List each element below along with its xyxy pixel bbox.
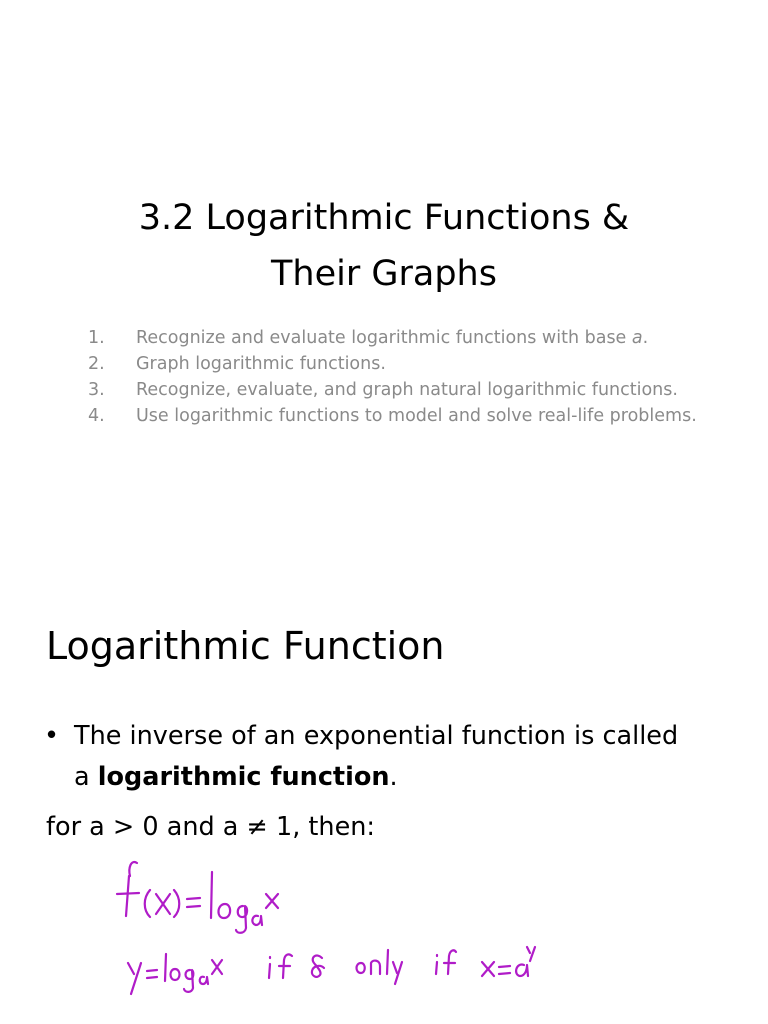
slide-title-line-1: 3.2 Logarithmic Functions & <box>138 198 630 238</box>
slide-2 <box>0 576 768 1024</box>
objective-italic-variable: a <box>631 328 643 348</box>
handwritten-definition <box>117 862 278 933</box>
definition-text-end: . <box>389 762 398 792</box>
slide-title-line-2: Their Graphs <box>271 254 497 294</box>
slide-title <box>0 190 768 302</box>
objective-text: Use logarithmic functions to model and solve real-life problems. <box>136 406 697 426</box>
objective-item <box>88 405 708 428</box>
definition-term: logarithmic function <box>97 762 390 792</box>
objective-number: 1. <box>88 328 105 348</box>
objective-text: Recognize, evaluate, and graph natural logarithmic functions. <box>136 380 678 400</box>
section-title: Logarithmic Function <box>46 624 445 668</box>
definition-text-start: The inverse of an exponential function is called a <box>74 721 679 792</box>
objective-text: Graph logarithmic functions. <box>136 354 386 374</box>
handwritten-notes <box>0 576 768 1024</box>
bullet-icon: • <box>44 721 60 751</box>
objective-item <box>88 327 708 350</box>
objective-number: 3. <box>88 380 105 400</box>
objective-item <box>88 353 708 376</box>
objective-punctuation: . <box>642 328 649 348</box>
objectives-list <box>88 327 708 431</box>
objective-text: Recognize and evaluate logarithmic functions with base <box>136 328 632 348</box>
objective-number: 2. <box>88 354 105 374</box>
condition-text: for a > 0 and a ≠ 1, then: <box>46 812 376 842</box>
objective-item <box>88 379 708 402</box>
handwritten-equivalence <box>128 947 535 994</box>
objective-number: 4. <box>88 406 105 426</box>
